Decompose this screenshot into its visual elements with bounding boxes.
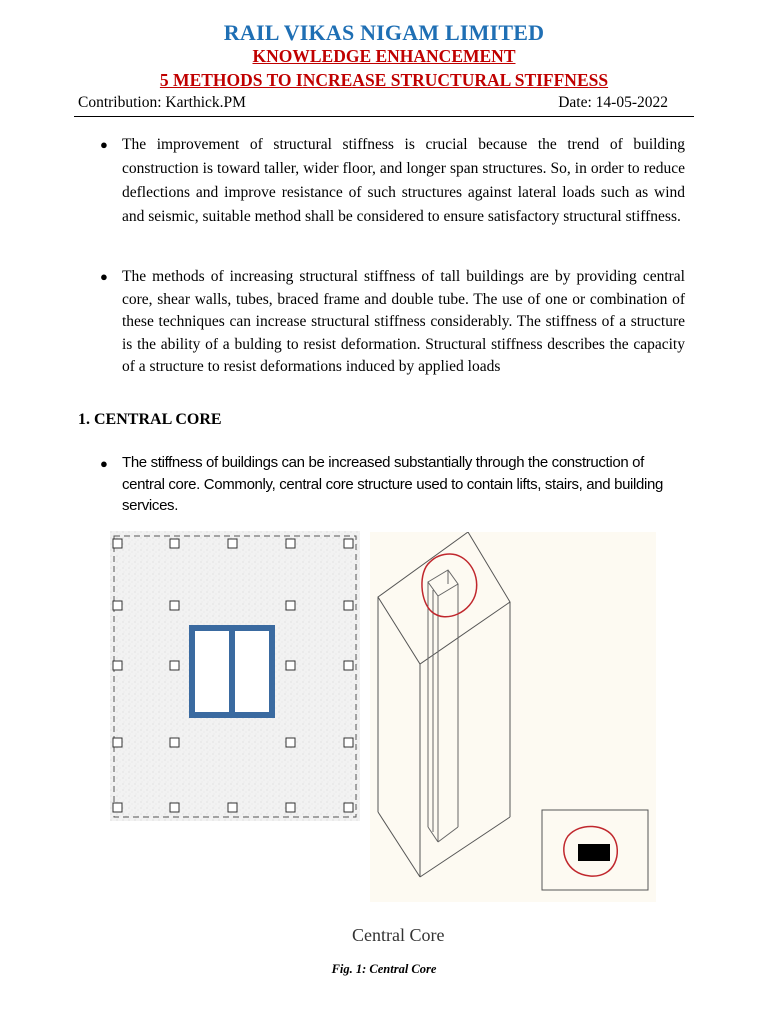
column-square bbox=[170, 661, 179, 670]
column-square bbox=[286, 539, 295, 548]
column-square bbox=[344, 601, 353, 610]
bullet-dot: ● bbox=[100, 456, 108, 471]
header-divider bbox=[74, 116, 694, 117]
figure-caption: Fig. 1: Central Core bbox=[331, 962, 437, 976]
column-square bbox=[344, 803, 353, 812]
column-square bbox=[113, 539, 122, 548]
column-square bbox=[170, 738, 179, 747]
column-square bbox=[286, 738, 295, 747]
bullet-dot: ● bbox=[100, 269, 108, 284]
organization-title: RAIL VIKAS NIGAM LIMITED bbox=[223, 20, 545, 45]
column-square bbox=[170, 601, 179, 610]
column-square bbox=[113, 803, 122, 812]
central-core-walls bbox=[192, 628, 272, 715]
column-square bbox=[344, 661, 353, 670]
column-square bbox=[113, 661, 122, 670]
column-square bbox=[113, 601, 122, 610]
paragraph-stiffness-importance: The improvement of structural stiffness is crucial because the trend of building construction is toward taller, wider floor, and longer span structures. So, in order to reduce deflections and improve resistance of such structures against lateral loads such as wind and seismic, suitable method shall be considered to ensure satisfactory structural stiffness. bbox=[122, 136, 685, 225]
document-title: 5 METHODS TO INCREASE STRUCTURAL STIFFNESS bbox=[159, 70, 609, 90]
column-square bbox=[286, 661, 295, 670]
paragraph-central-core: The stiffness of buildings can be increased substantially through the construction of central core. Commonly, central core structure used to contain lifts, stairs, and building services. bbox=[122, 454, 663, 514]
column-square bbox=[170, 803, 179, 812]
section-heading-central-core: 1. CENTRAL CORE bbox=[78, 411, 222, 428]
column-square bbox=[344, 738, 353, 747]
central-core-3d-diagram bbox=[370, 532, 656, 902]
contribution-line: Contribution: Karthick.PM bbox=[78, 94, 246, 111]
column-square bbox=[228, 539, 237, 548]
document-subtitle: KNOWLEDGE ENHANCEMENT bbox=[252, 46, 516, 66]
floor-plan-diagram bbox=[110, 531, 360, 821]
column-square bbox=[286, 601, 295, 610]
date-line: Date: 14-05-2022 bbox=[558, 94, 668, 111]
column-square bbox=[344, 539, 353, 548]
column-square bbox=[113, 738, 122, 747]
paragraph-stiffness-methods: The methods of increasing structural stiffness of tall buildings are by providing central core, shear walls, tubes, braced frame and double tube. The use of one or combination of these techniques can increase structural stiffness considerably. The stiffness of a structure is the ability of a bulding to resist deformation. Structural stiffness describes the capacity of a structure to resist deformations induced by applied loads bbox=[122, 268, 685, 375]
column-square bbox=[228, 803, 237, 812]
column-square bbox=[286, 803, 295, 812]
bullet-dot: ● bbox=[100, 137, 108, 152]
inset-plan bbox=[542, 810, 648, 890]
image-label: Central Core bbox=[352, 925, 445, 945]
column-square bbox=[170, 539, 179, 548]
